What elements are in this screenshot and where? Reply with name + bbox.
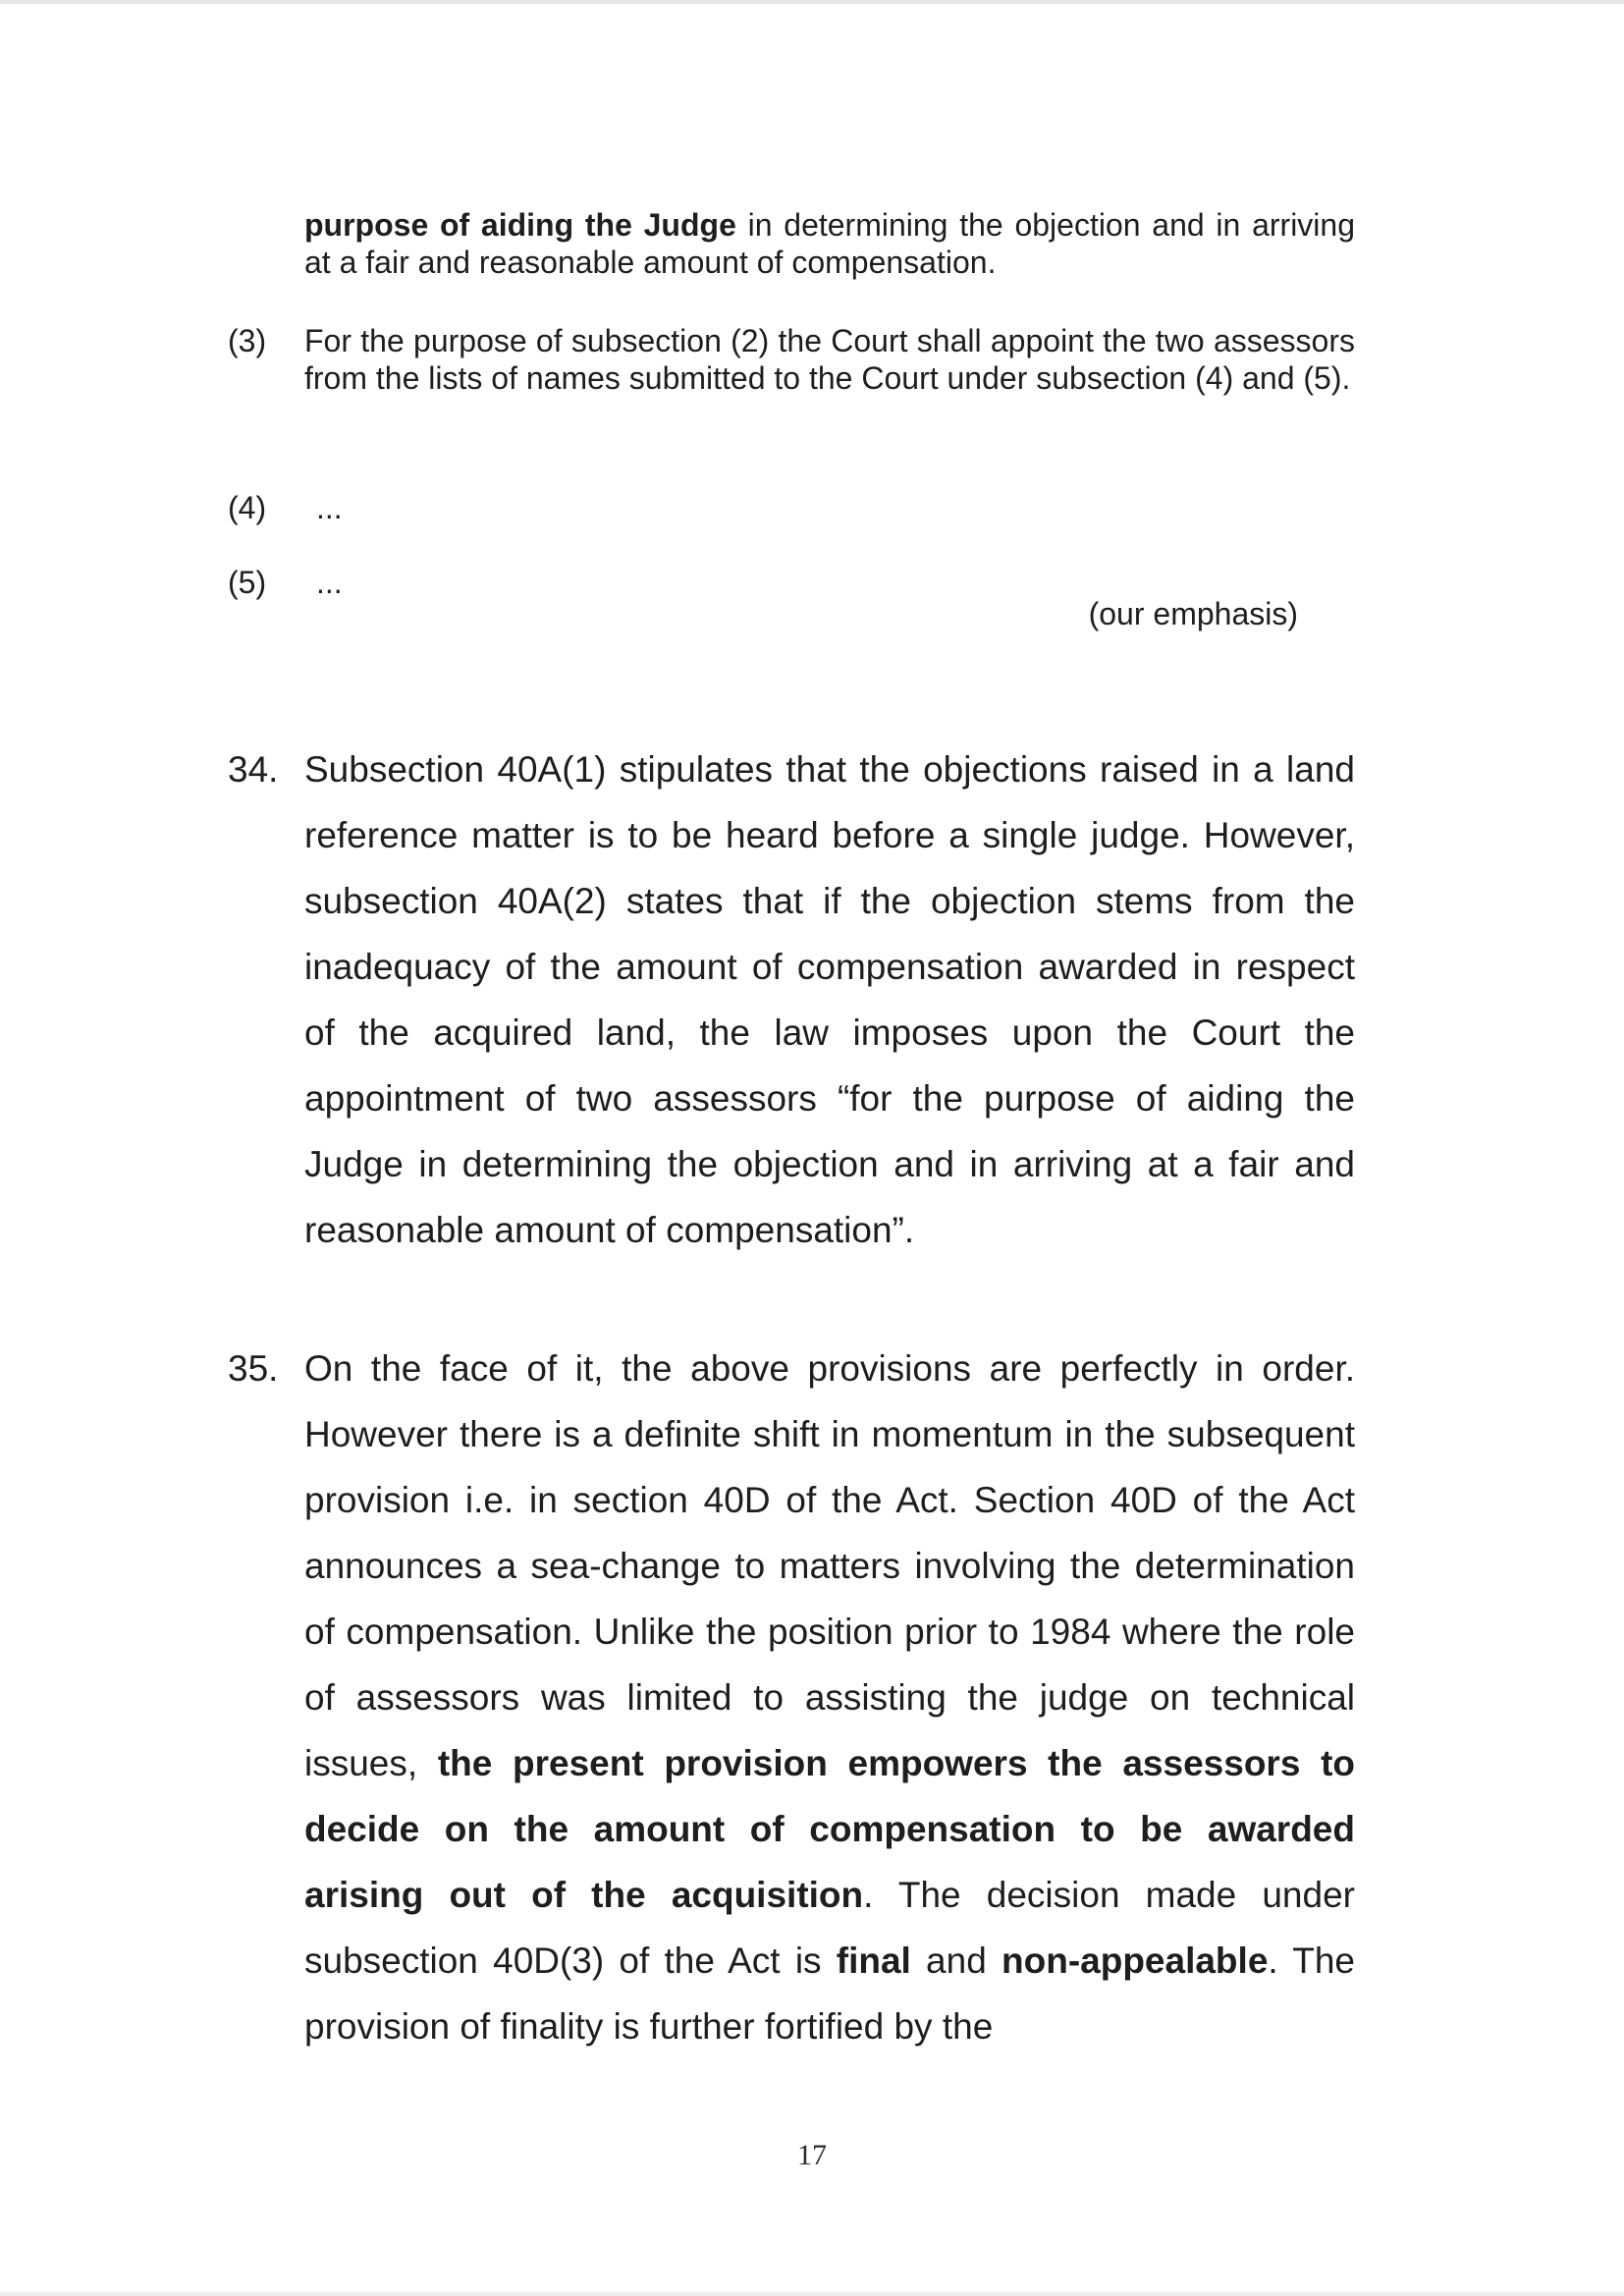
subsection-5-number: (5)	[228, 565, 267, 600]
paragraph-35-bold-non-appealable: non-appealable	[1001, 1941, 1269, 1981]
quote-continuation	[304, 206, 1355, 281]
page-number: 17	[797, 2139, 827, 2171]
paragraph-35-text-1: On the face of it, the above provisions are perfectly in order. However there is a definite shift in momentum in the subsequent provision i.e. in section 40D of the Act. Section 40D of the Act announces a sea-change to matters involving the determination of compensation. Unlike the position prior to 1984 where the role of assessors was limited to assisting the judge on technical issues,	[304, 1348, 1355, 1783]
subsection-3-number: (3)	[228, 323, 267, 358]
paragraph-35-bold-final: final	[836, 1941, 911, 1981]
paragraph-35	[304, 1336, 1355, 2059]
scan-top-edge	[0, 0, 1624, 4]
paragraph-35-bold-1: the present provision empowers the assessors to decide on the amount of compensation to be awarded arising out of the acquisition	[304, 1743, 1355, 1915]
paragraph-34-quote: “for the purpose of aiding the Judge in determining the objection and in arriving at a fair and reasonable amount of compensation”.	[304, 1078, 1355, 1250]
subsection-5-ellipsis: ...	[316, 565, 343, 600]
paragraph-35-text-4: . The provision of finality is further fortified by the	[304, 1941, 1355, 2047]
quote-rest-text: in determining the objection and in arriving at a fair and reasonable amount of compensation.	[304, 207, 1356, 280]
paragraph-35-text-2: . The decision made under subsection 40D(3) of the Act is	[304, 1875, 1355, 1981]
paragraph-35-number: 35.	[228, 1348, 279, 1389]
paragraph-35-text-3: and	[910, 1941, 1002, 1981]
emphasis-note: (our emphasis)	[1088, 596, 1298, 631]
scan-bottom-edge	[0, 2292, 1624, 2296]
subsection-3-text: For the purpose of subsection (2) the Court shall appoint the two assessors from the lists of names submitted to the Court under subsection (4) and (5).	[304, 323, 1355, 396]
paragraph-34-number: 34.	[228, 749, 279, 790]
paragraph-34-text: Subsection 40A(1) stipulates that the objections raised in a land reference matter is to be heard before a single judge. However, subsection 40A(2) states that if the objection stems from the inadequacy of the amount of compensation awarded in respect of the acquired land, the law imposes upon the Court the appointment of two assessors	[304, 749, 1355, 1119]
paragraph-34	[304, 737, 1355, 1263]
subsection-4-ellipsis: ...	[316, 490, 343, 525]
quote-bold-text: purpose of aiding the Judge	[304, 207, 736, 243]
subsection-4-number: (4)	[228, 490, 267, 525]
